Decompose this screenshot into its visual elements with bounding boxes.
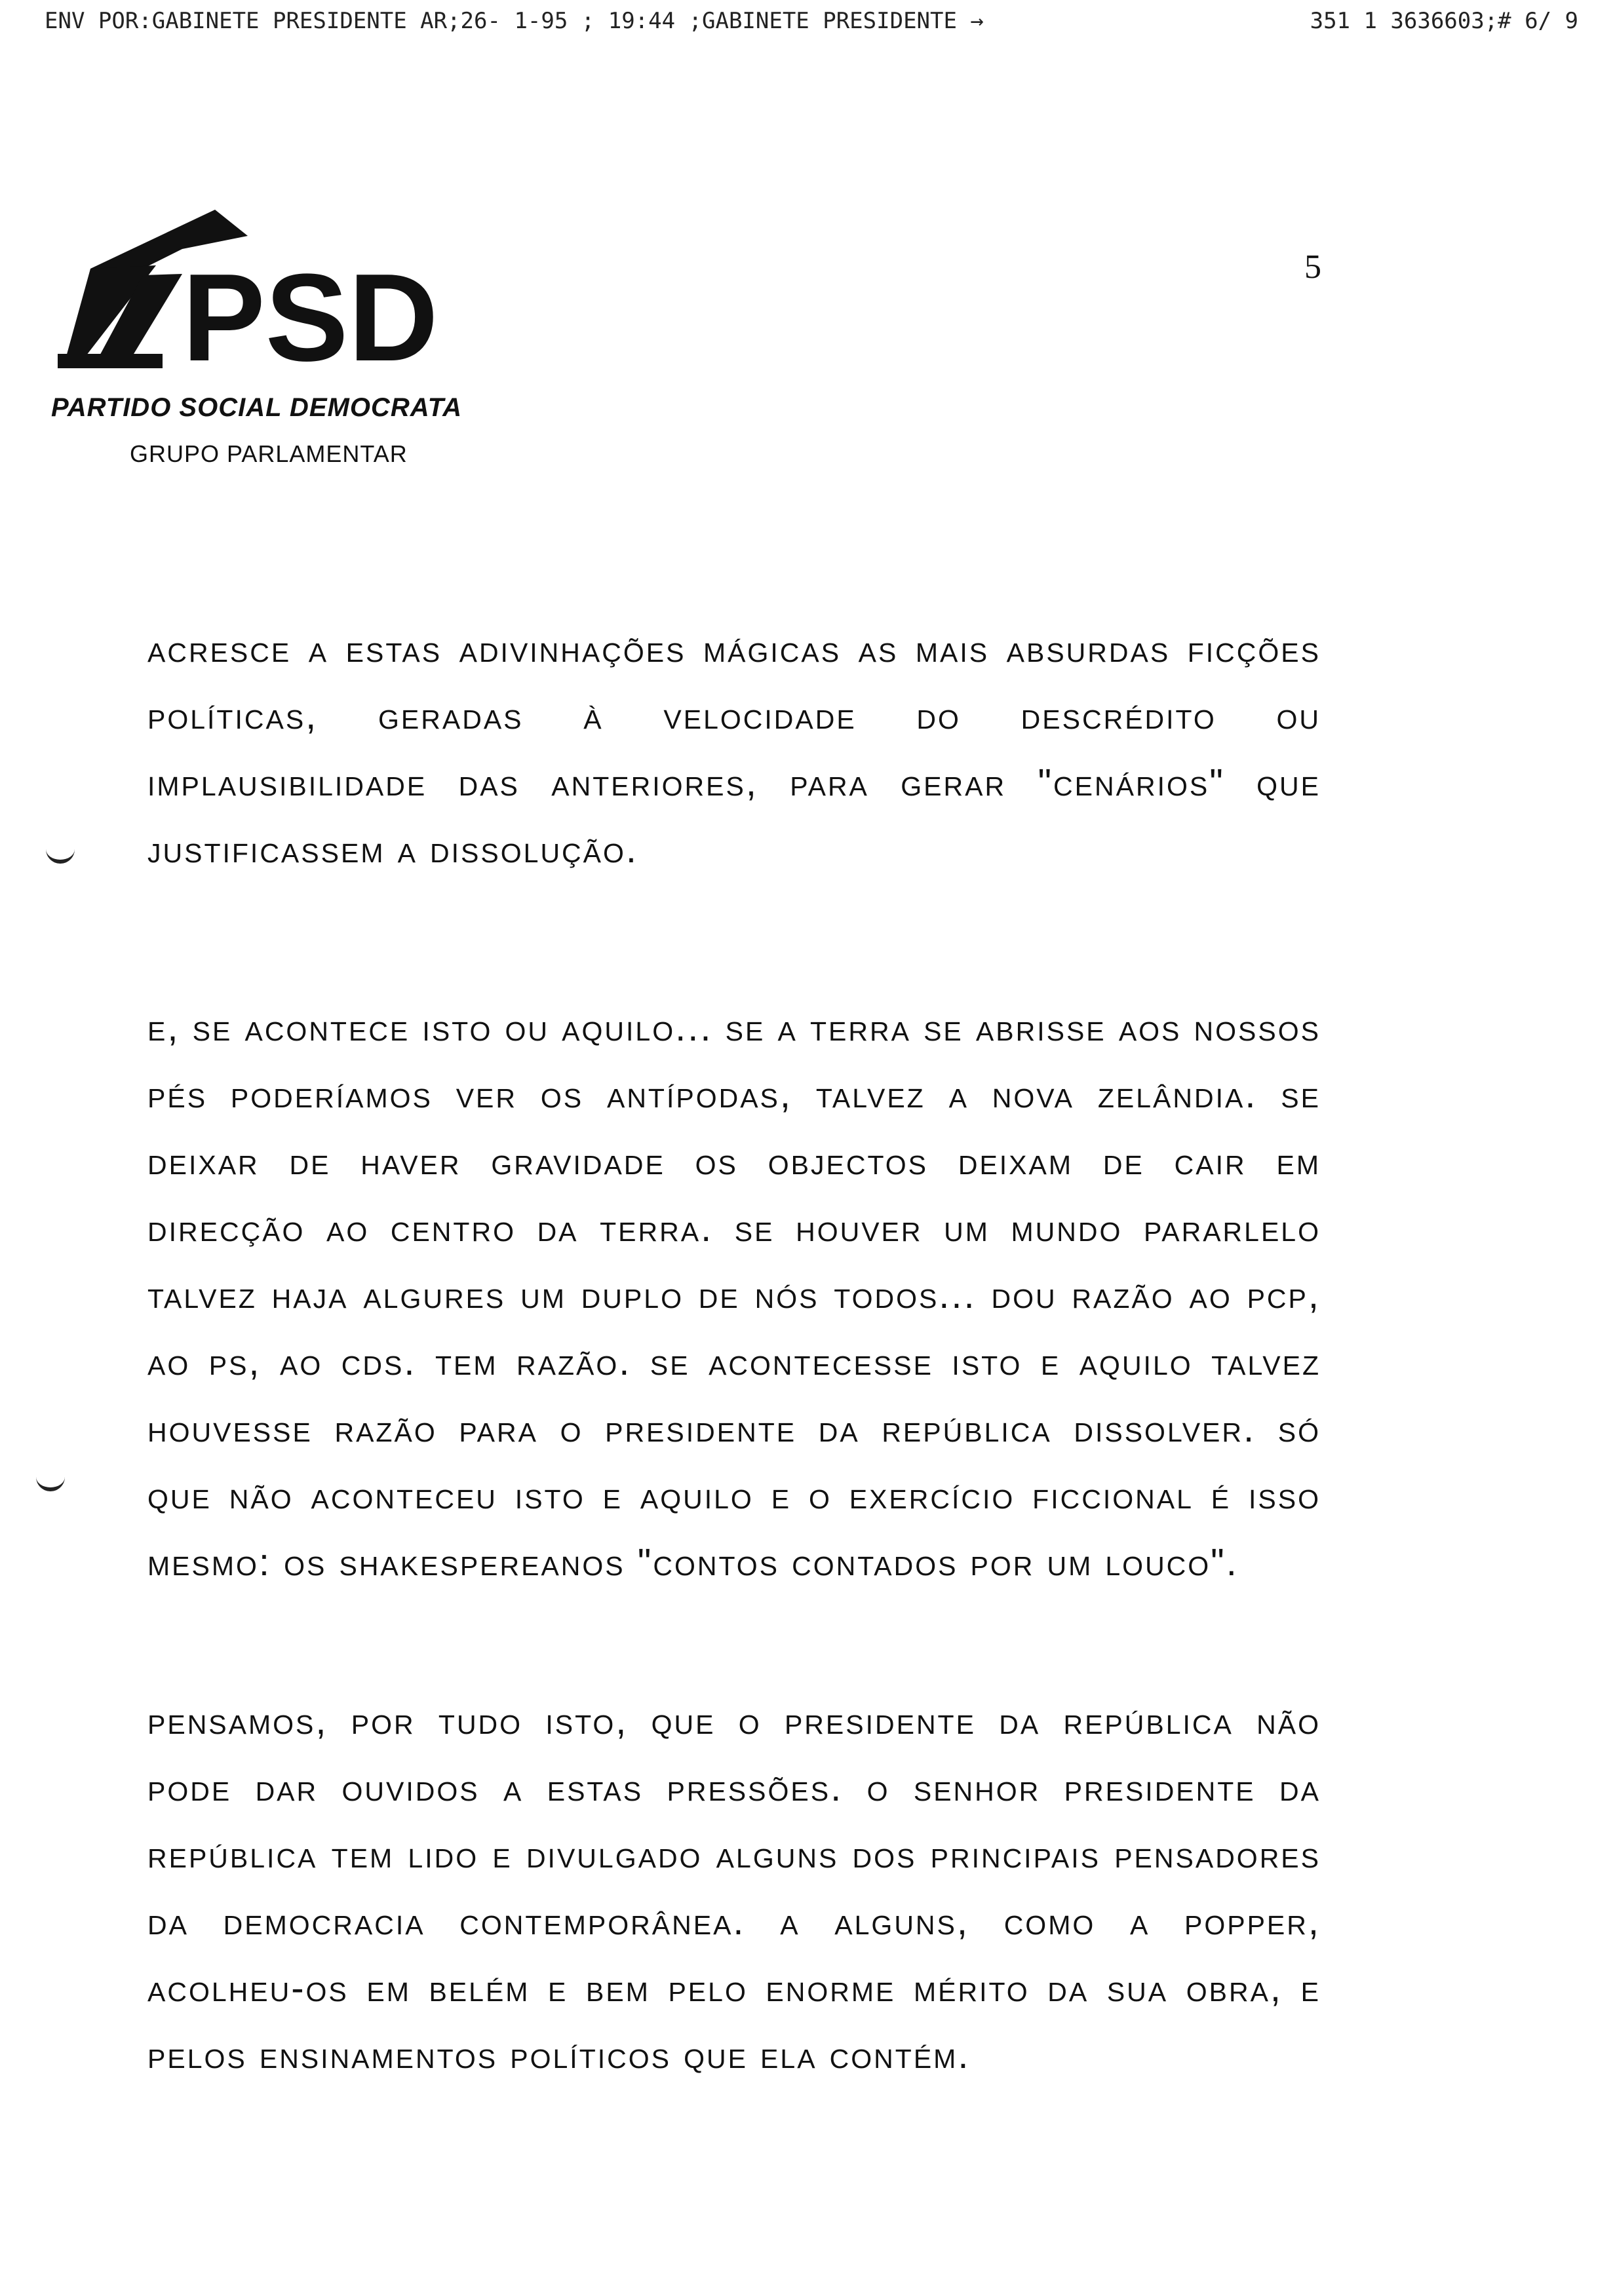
paragraph-2: e, se acontece isto ou aquilo... se a terra se abrisse aos nossos pés poderíamos ver os antípodas, talvez a nova zelândia. se deixar de haver gravidade os objectos deixam de cair em direcção ao centro da terra. se houver um mundo pararlelo talvez haja algures um duplo de nós todos... dou razão ao pcp, ao ps, ao cds. tem razão. se acontecesse isto e aquilo talvez houvesse razão para o presidente da república dissolver. só que não aconteceu isto e aquilo e o exercício ficcional é isso mesmo: os shakespereanos "contos contados por um louco". [147,1006,1321,1584]
party-name: PARTIDO SOCIAL DEMOCRATA [51,393,462,422]
psd-logo [51,197,523,472]
paragraph-1: acresce a estas adivinhações mágicas as mais absurdas ficções políticas, geradas à velocidade do descrédito ou implausibilidade das anteriores, para gerar "cenários" que justificassem a dissolução. [147,628,1321,871]
psd-arrow-logo-icon [51,197,523,387]
fax-header-right: 351 1 3636603;# 6/ 9 [1310,8,1578,34]
fax-mark [46,845,75,864]
fax-mark [36,1473,65,1491]
document-body [147,616,1321,2200]
logo-acronym: PSD [182,248,438,387]
paragraph-3: pensamos, por tudo isto, que o presidente da república não pode dar ouvidos a estas pressões. o senhor presidente da república tem lido e divulgado alguns dos principais pensadores da democracia contemporânea. a alguns, como a popper, acolheu-os em belém e bem pelo enorme mérito da sua obra, e pelos ensinamentos políticos que ela contém. [147,1700,1321,2076]
parliamentary-group: GRUPO PARLAMENTAR [130,440,408,467]
fax-transmission-header [45,8,1578,34]
fax-header-left: ENV POR:GABINETE PRESIDENTE AR;26- 1-95 ; 19:44 ;GABINETE PRESIDENTE → [45,8,984,34]
page-number: 5 [1304,248,1321,286]
